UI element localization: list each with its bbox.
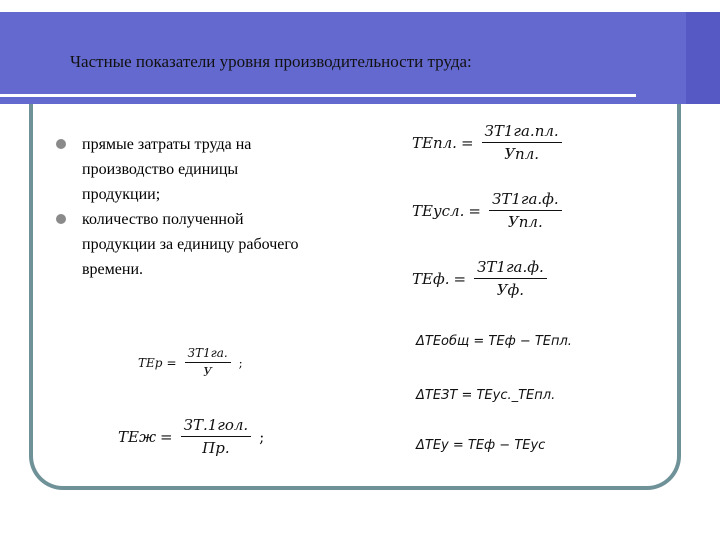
title-underline xyxy=(0,94,636,97)
formula-te-animal xyxy=(118,416,264,457)
slide-title: Частные показатели уровня производительности труда: xyxy=(70,52,472,71)
formula-te-planned xyxy=(412,122,566,163)
formula-fraction xyxy=(181,416,252,457)
list-item xyxy=(56,132,316,207)
formula-fraction xyxy=(489,190,562,231)
formula-separator: ; xyxy=(259,427,265,446)
formula-lhs: ТЕусл. xyxy=(412,201,465,220)
formula-fraction xyxy=(185,346,231,379)
formula-denominator: Пр. xyxy=(202,439,230,457)
formula-lhs: ТЕж xyxy=(118,427,157,446)
formula-lhs: ТЕф. xyxy=(412,269,450,288)
formula-equals: = xyxy=(166,355,177,370)
bullet-text: количество полученной продукции за единицу рабочего времени. xyxy=(82,211,299,278)
formula-delta-yield: ΔТЕу = ТЕф − ТЕус xyxy=(416,438,546,453)
formula-numerator: ЗТ1га.пл. xyxy=(482,122,562,143)
formula-te-actual xyxy=(412,258,551,299)
formula-separator: ; xyxy=(238,355,243,370)
formula-delta-labor-cost: ΔТЕЗТ = ТЕус._ТЕпл. xyxy=(416,388,556,403)
formula-lhs: ТЕр xyxy=(138,355,163,370)
formula-equals: = xyxy=(453,269,467,288)
formula-equals: = xyxy=(160,427,173,446)
formula-numerator: ЗТ1га. xyxy=(185,346,231,363)
formula-fraction xyxy=(482,122,562,163)
formula-fraction xyxy=(474,258,547,299)
bullet-text: прямые затраты труда на производство единицы продукции; xyxy=(82,136,252,203)
formula-numerator: ЗТ1га.ф. xyxy=(474,258,547,279)
bullet-icon xyxy=(56,139,66,149)
formula-lhs: ТЕпл. xyxy=(412,133,457,152)
formula-te-plant xyxy=(138,346,243,379)
title-bar-accent xyxy=(686,12,720,104)
formula-denominator: Уф. xyxy=(496,281,525,299)
formula-denominator: У xyxy=(203,365,212,379)
formula-equals: = xyxy=(468,201,481,220)
formula-equals: = xyxy=(460,133,474,152)
formula-denominator: Упл. xyxy=(504,145,540,163)
bullet-list xyxy=(56,132,316,282)
formula-te-conditional xyxy=(412,190,566,231)
formula-delta-total: ΔТЕобщ = ТЕф − ТЕпл. xyxy=(416,334,572,349)
formula-numerator: ЗТ.1гол. xyxy=(181,416,252,437)
formula-numerator: ЗТ1га.ф. xyxy=(489,190,562,211)
list-item xyxy=(56,207,316,282)
formula-denominator: Упл. xyxy=(507,213,543,231)
bullet-icon xyxy=(56,214,66,224)
